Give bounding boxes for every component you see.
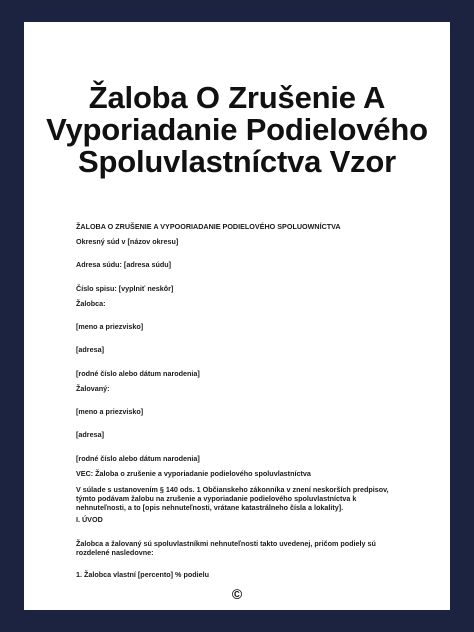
defendant-name: [meno a priezvisko] — [76, 407, 144, 416]
plaintiff-label: Žalobca: — [76, 299, 106, 308]
document-title: Žaloba O Zrušenie A Vyporiadanie Podielového Spoluvlastníctva Vzor — [46, 80, 428, 179]
defendant-id: [rodné číslo alebo dátum narodenia] — [76, 454, 200, 463]
defendant-label: Žalovaný: — [76, 384, 110, 393]
document-page — [24, 22, 450, 610]
section-heading: I. ÚVOD — [76, 515, 103, 524]
plaintiff-address: [adresa] — [76, 345, 104, 354]
plaintiff-name: [meno a priezvisko] — [76, 322, 144, 331]
copyright-icon: © — [231, 586, 243, 602]
intro-paragraph: V súlade s ustanovením § 140 ods. 1 Občianskeho zákonníka v znení neskorších predpisov, týmto podávam žalobu na zrušenie a vyporiadanie podielového spoluvlastníctva k nehnuteľnosti, a to [opis nehnuteľnosti, vrátane katastrálneho čísla a lokality]. — [76, 485, 389, 512]
ownership-paragraph: Žalobca a žalovaný sú spoluvlastníkmi nehnuteľnosti takto uvedenej, pričom podiely sú rozdelené nasledovne: — [76, 539, 376, 557]
defendant-address: [adresa] — [76, 430, 104, 439]
share-item: 1. Žalobca vlastní [percento] % podielu — [76, 570, 209, 579]
subject-line: VEC: Žaloba o zrušenie a vyporiadanie podielového spoluvlastníctva — [76, 469, 311, 478]
court-line: Okresný súd v [názov okresu] — [76, 237, 179, 246]
court-address-line: Adresa súdu: [adresa súdu] — [76, 260, 172, 269]
case-number-line: Číslo spisu: [vyplniť neskôr] — [76, 284, 174, 293]
document-heading: ŽALOBA O ZRUŠENIE A VYPOORIADANIE PODIELOVÉHO SPOLUOWNÍCTVA — [76, 222, 341, 231]
plaintiff-id: [rodné číslo alebo dátum narodenia] — [76, 369, 200, 378]
